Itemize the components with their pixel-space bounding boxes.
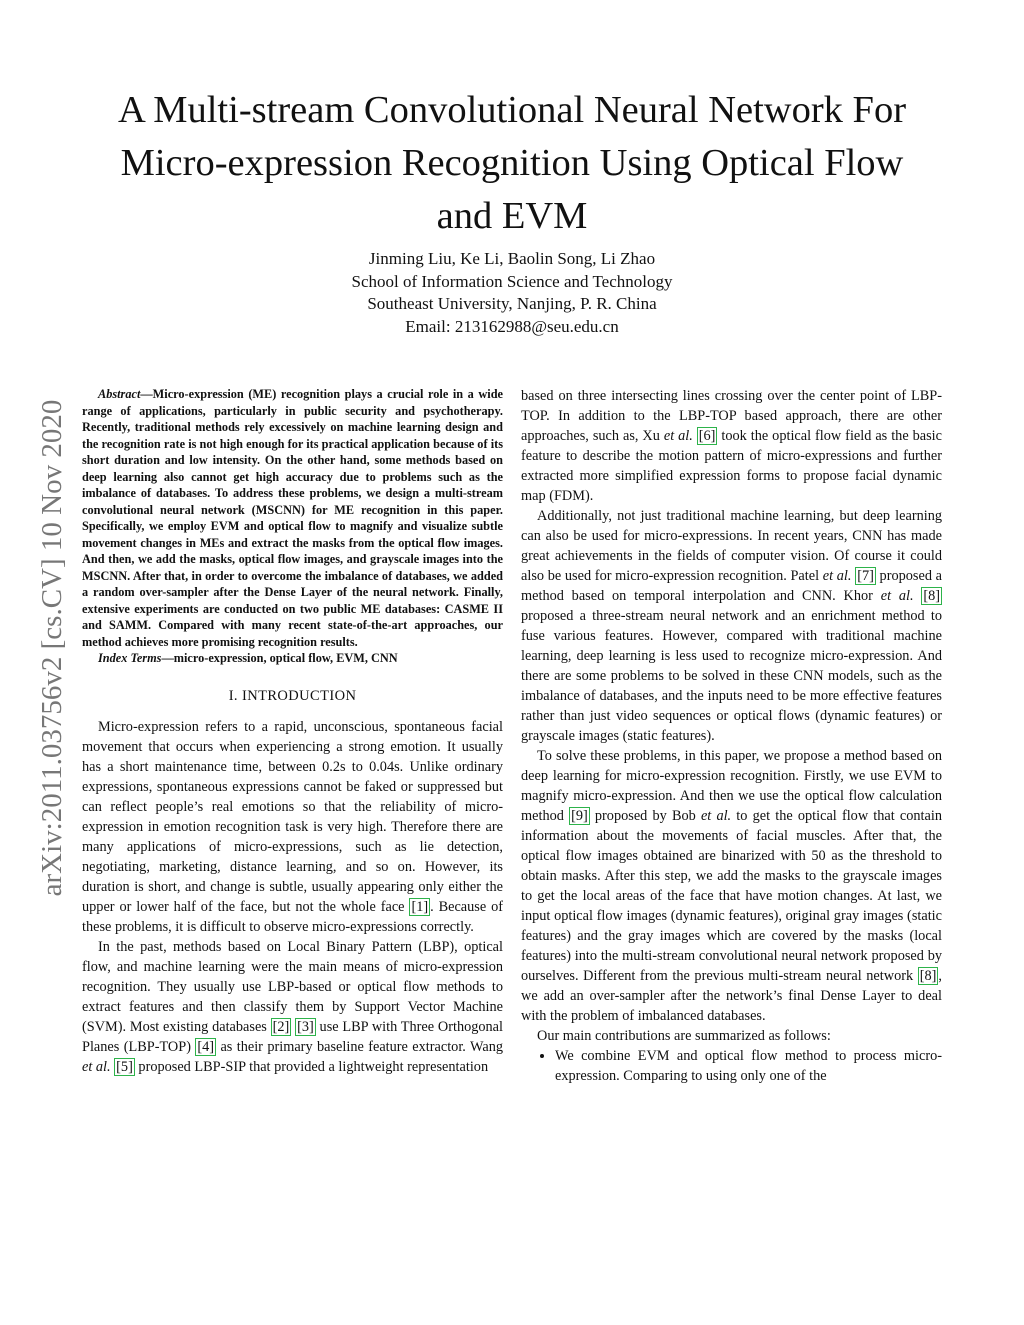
arxiv-stamp: arXiv:2011.03756v2 [cs.CV] 10 Nov 2020 bbox=[36, 399, 68, 897]
etal-bob: et al. bbox=[700, 808, 732, 824]
index-terms-label: Index Terms bbox=[98, 651, 162, 665]
etal-patel: et al. bbox=[822, 568, 852, 584]
intro-paragraph-6: Our main contributions are summarized as follows: bbox=[537, 1028, 831, 1044]
citation-8[interactable]: [8] bbox=[923, 588, 940, 604]
citation-2[interactable]: [2] bbox=[272, 1018, 290, 1035]
left-column bbox=[82, 386, 503, 1077]
citation-5[interactable]: [5] bbox=[116, 1058, 133, 1075]
intro-paragraph-1: Micro-expression refers to a rapid, unconscious, spontaneous facial movement that occurs when experiencing a strong emotion. It usually has a short maintenance time, between 0.2s to 0.04s. Unlike ordinary expressions, spontaneous expressions cannot be faked or suppressed but can reflect people’s real emotions so that the reliability of micro-expression in emotion recognition task is very high. Therefore there are many applications of micro-expressions, such as lie detection, negotiating, marketing, distance learning, and so on. However, its duration is short, and change is subtle, usually appearing only either the upper or lower half of the face, but not the whole face [1] . Because of these problems, it is difficult to observe micro-expressions correctly. bbox=[82, 718, 504, 935]
right-column bbox=[521, 386, 942, 1086]
citation-7[interactable]: [7] bbox=[857, 568, 874, 584]
abstract bbox=[82, 386, 503, 650]
abstract-text: —Micro-expression (ME) recognition plays a crucial role in a wide range of applications, particularly in public security and psychotherapy. Recently, traditional methods rely excessively on machine learning design and the recognition rate is not high enough for its practical application because of its short duration and low intensity. On the other hand, some methods based on deep learning also cannot get high accuracy due to problems such as the imbalance of databases. To address these problems, we design a multi-stream convolutional neural network (MSCNN) for ME recognition in this paper. Specifically, we employ EVM and optical flow to magnify and visualize subtle movement changes in MEs and extract the masks from the optical flow images. And then, we add the masks, optical flow images, and grayscale images into the MSCNN. After that, in order to overcome the imbalance of databases, we added a random over-sampler after the Dense Layer of the neural network. Finally, extensive experiments are conducted on two public ME databases: CASME II and SAMM. Compared with many recent state-of-the-art approaches, our method achieves more promising recognition results. bbox=[82, 387, 503, 649]
author-block bbox=[212, 248, 812, 338]
contribution-item-1: • We combine EVM and optical flow method to process micro-expression. Comparing to using only one of the bbox=[555, 1046, 942, 1086]
abstract-label: Abstract bbox=[98, 387, 141, 401]
etal-xu: et al. bbox=[663, 428, 693, 444]
etal-khor: et al. bbox=[880, 588, 914, 604]
title-line-3: and EVM bbox=[436, 195, 588, 237]
intro-paragraph-2: In the past, methods based on Local Binary Pattern (LBP), optical flow, and machine learning were the main means of micro-expression recognition. They usually use LBP-based or optical flow methods to extract features and then classify them by Support Vector Machine (SVM). Most existing databases [2] [3] use LBP with Three Orthogonal Planes (LBP-TOP) [4] as their primary baseline feature extractor. Wang et al. [5] proposed LBP-SIP that provided a lightweight representation bbox=[82, 938, 504, 1075]
title-line-2: Micro-expression Recognition Using Optical Flow bbox=[120, 142, 904, 184]
citation-8-repeat[interactable]: [8] bbox=[919, 968, 937, 984]
title-line-1: A Multi-stream Convolutional Neural Network For bbox=[117, 89, 907, 131]
author-names: Jinming Liu, Ke Li, Baolin Song, Li Zhao bbox=[368, 249, 656, 268]
citation-1[interactable]: [1] bbox=[411, 898, 429, 915]
author-school: School of Information Science and Technology bbox=[351, 271, 673, 291]
author-email: Email: 213162988@seu.edu.cn bbox=[405, 316, 619, 336]
intro-paragraph-3: based on three intersecting lines crossing over the center point of LBP-TOP. In addition to the LBP-TOP based approach, there are other approaches, such as, Xu et al. [6] took the optical flow field as the basic feature to describe the motion pattern of micro-expressions and further extracted more simplified expression forms to propose facial dynamic map (FDM). bbox=[521, 388, 942, 504]
paper-title bbox=[60, 84, 964, 243]
index-terms bbox=[82, 650, 503, 667]
author-university: Southeast University, Nanjing, P. R. China bbox=[367, 294, 657, 313]
intro-paragraph-5: To solve these problems, in this paper, we propose a method based on deep learning for micro-expression recognition. Firstly, we use EVM to magnify micro-expression. And then we use the optical flow calculation method [9] proposed by Bob et al. to get the optical flow that contain information about the movements of facial muscles. After that, the optical flow images obtained are binarized with 50 as the threshold to obtain masks. After this step, we add the masks to the grayscale images to get the local areas of the face that have motion changes. At last, we input optical flow images (dynamic features), original gray images (static features) and the gray images which are covered by the masks (local features) into the multi-stream convolutional neural network proposed by ourselves. Different from the previous multi-stream neural network [8] , we add an over-sampler after the network’s final Dense Layer to deal with the problem of imbalanced databases. bbox=[521, 748, 942, 1024]
etal-wang: et al. bbox=[82, 1058, 111, 1075]
citation-9[interactable]: [9] bbox=[571, 808, 588, 824]
index-terms-text: —micro-expression, optical flow, EVM, CNN bbox=[161, 651, 398, 665]
contributions-list bbox=[521, 1046, 942, 1086]
section-heading-introduction: I. INTRODUCTION bbox=[228, 687, 357, 704]
citation-3[interactable]: [3] bbox=[297, 1018, 314, 1035]
citation-4[interactable]: [4] bbox=[197, 1038, 215, 1055]
citation-6[interactable]: [6] bbox=[698, 428, 716, 444]
intro-paragraph-4: Additionally, not just traditional machine learning, but deep learning can also be used for micro-expressions. In recent years, CNN has made great achievements in the fields of computer vision. Of course it could also be used for micro-expression recognition. Patel et al. [7] proposed a method based on temporal interpolation and CNN. Khor et al. [8] proposed a three-stream neural network and an enrichment method to fuse various features. However, compared with traditional machine learning, deep learning is less used to recognize micro-expression. And there are some problems to be solved in these CNN models, such as the imbalance of databases, and the inputs need to be more effective features rather than just video sequences or optical flows (dynamic features) or grayscale images (static features). bbox=[521, 508, 942, 744]
